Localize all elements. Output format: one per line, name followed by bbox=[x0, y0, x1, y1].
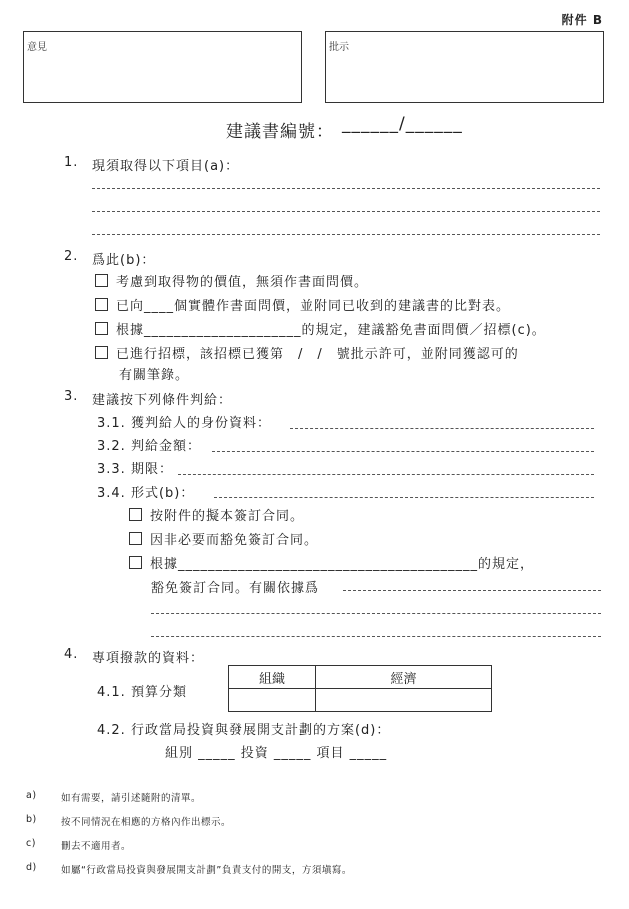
exemption-basis-line-2[interactable] bbox=[151, 613, 601, 614]
form-option-exempt-unnecessary[interactable] bbox=[129, 529, 318, 548]
checkbox[interactable] bbox=[129, 508, 142, 521]
option-text: 已向____個實體作書面問價，並附同已收到的建議書的比對表。 bbox=[116, 299, 511, 314]
annex-label: 附件 B bbox=[561, 13, 603, 27]
checkbox[interactable] bbox=[129, 556, 142, 569]
section-3-title: 建議按下列條件判給： bbox=[92, 393, 233, 408]
option-text: 根據_____________________的規定，建議豁免書面問價／招標(c)。 bbox=[116, 323, 546, 338]
approval-box[interactable] bbox=[325, 31, 604, 103]
item-3-4-label: 3.4. 形式(b)： bbox=[97, 486, 195, 501]
proposal-number-field[interactable]: ______/______ bbox=[342, 114, 463, 134]
section-3-number: 3. bbox=[64, 389, 79, 404]
section-4-title: 專項撥款的資料： bbox=[92, 651, 205, 666]
option-text: 根據________________________________________的規定， bbox=[150, 557, 535, 572]
checkbox[interactable] bbox=[95, 322, 108, 335]
item-3-1-field[interactable] bbox=[290, 428, 594, 429]
investment-plan-fields[interactable]: 組別 _____ 投資 _____ 項目 _____ bbox=[165, 746, 388, 761]
note-d-text: 如屬“行政當局投資與發展開支計劃”負責支付的開支，方須塡寫。 bbox=[61, 865, 352, 876]
column-economic: 經濟 bbox=[316, 666, 492, 689]
option-no-written-quote[interactable] bbox=[95, 271, 368, 290]
note-b-mark: b) bbox=[26, 814, 37, 825]
section-1-line-1[interactable] bbox=[92, 188, 600, 189]
section-1-line-3[interactable] bbox=[92, 234, 600, 235]
note-a-mark: a) bbox=[26, 790, 37, 801]
checkbox[interactable] bbox=[129, 532, 142, 545]
section-1-number: 1. bbox=[64, 155, 79, 170]
option-tender-continued: 有關筆錄。 bbox=[119, 368, 190, 383]
column-organisation: 組織 bbox=[229, 666, 316, 689]
form-option-exempt-by-rule[interactable] bbox=[129, 553, 534, 572]
form-option-draft-contract[interactable] bbox=[129, 505, 304, 524]
budget-class-label: 4.1. 預算分類 bbox=[97, 685, 187, 700]
note-c-mark: c) bbox=[26, 838, 36, 849]
section-4-number: 4. bbox=[64, 647, 79, 662]
exemption-basis-field[interactable] bbox=[343, 590, 601, 591]
investment-plan-label: 4.2. 行政當局投資與發展開支計劃的方案(d)： bbox=[97, 723, 391, 738]
option-text: 考慮到取得物的價值，無須作書面問價。 bbox=[116, 275, 369, 290]
note-b-text: 按不同情況在相應的方格內作出標示。 bbox=[61, 817, 232, 828]
option-text: 已進行招標，該招標已獲第 / / 號批示許可，並附同獲認可的 bbox=[116, 347, 519, 362]
option-written-quote[interactable] bbox=[95, 295, 510, 314]
opinion-label: 意見 bbox=[27, 42, 47, 53]
checkbox[interactable] bbox=[95, 274, 108, 287]
checkbox[interactable] bbox=[95, 298, 108, 311]
budget-class-table bbox=[228, 665, 492, 712]
exemption-basis-line-3[interactable] bbox=[151, 636, 601, 637]
item-3-1-label: 3.1. 獲判給人的身份資料： bbox=[97, 416, 271, 431]
option-tender[interactable] bbox=[95, 343, 519, 362]
item-3-2-label: 3.2. 判給金額： bbox=[97, 439, 201, 454]
option-text: 因非必要而豁免簽訂合同。 bbox=[150, 533, 319, 548]
item-3-3-field[interactable] bbox=[178, 474, 594, 475]
note-c-text: 刪去不適用者。 bbox=[61, 841, 132, 852]
proposal-number-label: 建議書編號： bbox=[226, 122, 334, 142]
opinion-box[interactable] bbox=[23, 31, 302, 103]
item-3-4-field[interactable] bbox=[214, 497, 594, 498]
checkbox[interactable] bbox=[95, 346, 108, 359]
organisation-cell[interactable] bbox=[229, 689, 316, 712]
item-3-3-label: 3.3. 期限： bbox=[97, 462, 173, 477]
section-2-title: 爲此(b)： bbox=[92, 253, 156, 268]
note-a-text: 如有需要，請引述隨附的清單。 bbox=[61, 793, 202, 804]
section-1-title: 現須取得以下項目(a)： bbox=[92, 159, 240, 174]
item-3-2-field[interactable] bbox=[212, 451, 594, 452]
approval-label: 批示 bbox=[329, 42, 349, 53]
section-1-line-2[interactable] bbox=[92, 211, 600, 212]
note-d-mark: d) bbox=[26, 862, 37, 873]
section-2-number: 2. bbox=[64, 249, 79, 264]
exemption-basis-label: 豁免簽訂合同。有關依據爲 bbox=[151, 581, 320, 596]
economic-cell[interactable] bbox=[316, 689, 492, 712]
option-exemption[interactable] bbox=[95, 319, 546, 338]
option-text: 按附件的擬本簽訂合同。 bbox=[150, 509, 305, 524]
